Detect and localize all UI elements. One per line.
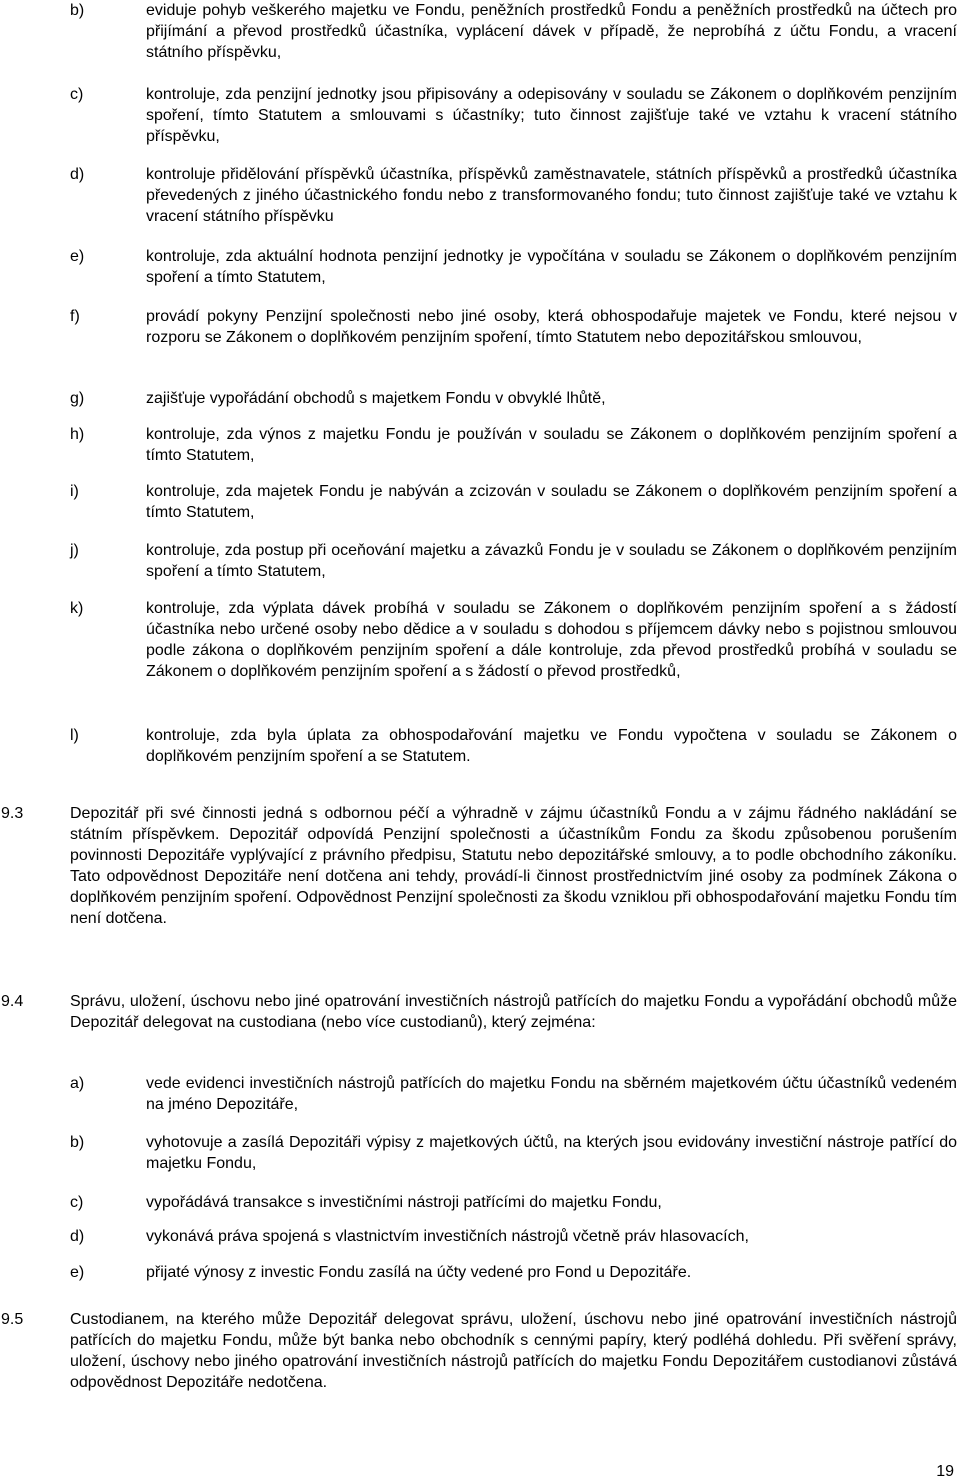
list-item-9-4-c — [70, 1192, 957, 1213]
section-text: Depozitář při své činnosti jedná s odbornou péčí a výhradně v zájmu účastníků Fondu a v zájmu řádného nakládání se státním příspěvkem. Depozitář odpovídá Penzijní společnosti a účastníkům Fondu za škodu způsobenou porušením povinnosti Depozitáře vyplývající z právního předpisu, Statutu nebo depozitářské smlouvy, a to podle obchodního zákoníku. Tato odpovědnost Depozitáře není dotčena ani tehdy, provádí-li činnost prostřednictvím jiné osoby za podmínek Zákona o doplňkovém penzijním spoření. Odpovědnost Penzijní společnosti za škodu vzniklou při obhospodařování majetku Fondu tím není dotčena. — [70, 805, 957, 927]
section-9-5 — [1, 1309, 957, 1414]
list-item-label: i) — [70, 483, 79, 500]
list-item-f — [70, 306, 957, 369]
list-item-label: c) — [70, 1194, 84, 1211]
section-text: Správu, uložení, úschovu nebo jiné opatrování investičních nástrojů patřících do majetku Fondu a vypořádání obchodů může Depozitář delegovat na custodiana (nebo více custodianů), který zejména: — [70, 993, 957, 1031]
list-item-text: kontroluje, zda výnos z majetku Fondu je používán v souladu se Zákonem o doplňkovém penzijním spoření a tímto Statutem, — [146, 426, 957, 464]
list-item-label: l) — [70, 727, 79, 744]
list-item-label: b) — [70, 1134, 85, 1151]
list-item-text: přijaté výnosy z investic Fondu zasílá na účty vedené pro Fond u Depozitáře. — [146, 1264, 692, 1281]
list-item-g — [70, 388, 957, 409]
page-number: 19 — [936, 1463, 954, 1480]
list-item-c — [70, 84, 957, 147]
section-9-4 — [1, 991, 957, 1054]
list-item-label: d) — [70, 1228, 85, 1245]
list-item-9-4-b — [70, 1132, 957, 1174]
list-item-text: kontroluje, zda výplata dávek probíhá v souladu se Zákonem o doplňkovém penzijním spoření a s žádostí účastníka nebo určené osoby nebo dědice a v souladu s dohodou s příjemcem dávky nebo s pojistnou smlouvou podle zákona o doplňkovém penzijním spoření a dále kontroluje, zda převod prostředků probíhá v souladu se Zákonem o doplňkovém penzijním spoření a s žádostí o převod prostředků, — [146, 600, 957, 680]
list-item-text: kontroluje, zda postup při oceňování majetku a závazků Fondu je v souladu se Zákonem o doplňkovém penzijním spoření a tímto Statutem, — [146, 542, 957, 580]
list-item-label: j) — [70, 542, 79, 559]
section-9-3 — [1, 803, 957, 971]
list-item-h — [70, 424, 957, 466]
list-item-text: vede evidenci investičních nástrojů patřících do majetku Fondu na sběrném majetkovém účtu účastníků vedeném na jméno Depozitáře, — [146, 1075, 957, 1113]
list-item-text: kontroluje přidělování příspěvků účastníka, příspěvků zaměstnavatele, státních příspěvků a prostředků účastníka převedených z jiného účastnického fondu nebo z transformovaného fondu; tuto činnost zajišťuje také ve vztahu k vracení státního příspěvku — [146, 166, 957, 225]
list-item-text: kontroluje, zda penzijní jednotky jsou připisovány a odepisovány v souladu se Zákonem o doplňkovém penzijním spoření, tímto Statutem a smlouvami s účastníky; tuto činnost zajišťuje také ve vztahu k vracení státního příspěvku, — [146, 86, 957, 145]
list-item-text: vyhotovuje a zasílá Depozitáři výpisy z majetkových účtů, na kterých jsou evidovány investiční nástroje patřící do majetku Fondu, — [146, 1134, 957, 1172]
list-item-label: a) — [70, 1075, 85, 1092]
list-item-label: k) — [70, 600, 84, 617]
list-item-label: f) — [70, 308, 80, 325]
section-number: 9.4 — [1, 993, 24, 1010]
list-item-text: provádí pokyny Penzijní společnosti nebo jiné osoby, která obhospodařuje majetek ve Fondu, které nejsou v rozporu se Zákonem o doplňkovém penzijním spoření, tímto Statutem nebo depozitářskou smlouvou, — [146, 308, 957, 346]
section-number: 9.3 — [1, 805, 24, 822]
section-number: 9.5 — [1, 1311, 24, 1328]
list-item-text: kontroluje, zda byla úplata za obhospodařování majetku ve Fondu vypočtena v souladu se Zákonem o doplňkovém penzijním spoření a se Statutem. — [146, 727, 957, 765]
list-item-i — [70, 481, 957, 523]
list-item-9-4-d — [70, 1226, 957, 1247]
list-item-e — [70, 246, 957, 288]
list-item-label: e) — [70, 248, 85, 265]
list-item-b — [70, 0, 957, 63]
list-item-label: b) — [70, 2, 85, 19]
list-item-j — [70, 540, 957, 582]
list-item-label: h) — [70, 426, 85, 443]
list-item-d — [70, 164, 957, 227]
list-item-9-4-e — [70, 1262, 957, 1283]
list-item-label: e) — [70, 1264, 85, 1281]
list-item-text: vykonává práva spojená s vlastnictvím investičních nástrojů včetně práv hlasovacích, — [146, 1228, 749, 1245]
list-item-9-4-a — [70, 1073, 957, 1115]
list-item-label: g) — [70, 390, 85, 407]
list-item-text: zajišťuje vypořádání obchodů s majetkem Fondu v obvyklé lhůtě, — [146, 390, 606, 407]
list-item-text: kontroluje, zda aktuální hodnota penzijní jednotky je vypočítána v souladu se Zákonem o doplňkovém penzijním spoření a tímto Statutem, — [146, 248, 957, 286]
section-text: Custodianem, na kterého může Depozitář delegovat správu, uložení, úschovu nebo jiné opatrování investičních nástrojů patřících do majetku Fondu, může být banka nebo obchodník s cennými papíry, který podléhá dohledu. Při svěření správy, uložení, úschovy nebo jiného opatrování investičních nástrojů patřících do majetku Fondu Depozitářem custodianovi zůstává odpovědnost Depozitáře nedotčena. — [70, 1311, 957, 1391]
list-item-label: c) — [70, 86, 84, 103]
list-item-text: kontroluje, zda majetek Fondu je nabýván a zcizován v souladu se Zákonem o doplňkovém penzijním spoření a tímto Statutem, — [146, 483, 957, 521]
list-item-k — [70, 598, 957, 703]
list-item-text: eviduje pohyb veškerého majetku ve Fondu, peněžních prostředků Fondu a peněžních prostředků na účtech pro přijímání a převod prostředků účastníka, vyplácení dávek v případě, že neprobíhá z účtu Fondu, a vracení státního příspěvku, — [146, 2, 957, 61]
list-item-label: d) — [70, 166, 85, 183]
list-item-text: vypořádává transakce s investičními nástroji patřícími do majetku Fondu, — [146, 1194, 662, 1211]
list-item-l — [70, 725, 957, 767]
